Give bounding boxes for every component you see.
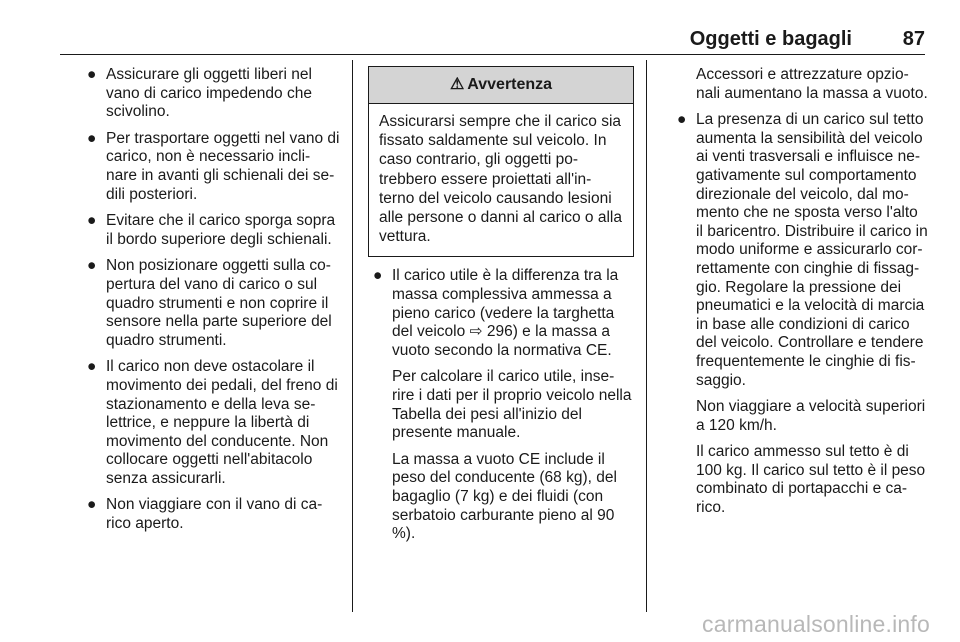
header-rule xyxy=(60,54,925,55)
list-item-text: La presenza di un carico sul tetto aumenta la sensibilità del veicolo ai venti trasversali e influisce ne-gativamente sul comportamento direzionale del veicolo, dal mo-mento che ne sposta verso l'alto il baricentro. Distribuire il carico in modo uniforme e assicurarlo cor-rettamente con cinghie di fissag-gio. Regolare la pressione dei pneumatici e la velocità di marcia in base alle condizioni di carico del veicolo. Controllare e tendere frequentemente le cinghie di fis-saggio. xyxy=(696,111,928,389)
column-1 xyxy=(82,66,340,542)
paragraph: Per calcolare il carico utile, inse-rire i dati per il proprio veicolo nella Tabella dei pesi all'inizio del presente manuale. xyxy=(392,368,632,442)
bullet-icon: ● xyxy=(87,496,97,514)
paragraph: La massa a vuoto CE include il peso del conducente (68 kg), del bagaglio (7 kg) e dei fluidi (con serbatoio carburante pieno al 90 %). xyxy=(392,450,617,543)
page-header xyxy=(0,0,960,56)
list-item xyxy=(82,130,340,204)
list-item-text: Il carico non deve ostacolare il movimento dei pedali, del freno di stazionamento e della leva se-lettrice, e neppure la libertà di movimento del conducente. Non collocare oggetti nell'abitacolo senza assicurarli. xyxy=(106,358,338,487)
list-item xyxy=(368,267,634,360)
section-title: Oggetti e bagagli xyxy=(689,28,852,50)
list-item-text: Il carico utile è la differenza tra la massa complessiva ammessa a pieno carico (vedere la targhetta del veicolo ⇨ 296) e la massa a vuoto secondo la normativa CE. xyxy=(392,267,619,359)
bullet-icon: ● xyxy=(87,129,97,147)
paragraph: Il carico ammesso sul tetto è di 100 kg. Il carico sul tetto è il peso combinato di portapacchi e ca-rico. xyxy=(696,443,926,517)
list-item xyxy=(82,66,340,122)
column-2 xyxy=(368,66,634,552)
warning-triangle-icon: ⚠ xyxy=(449,75,465,93)
bullet-icon: ● xyxy=(373,267,383,285)
page-number: 87 xyxy=(902,28,925,50)
list-item xyxy=(82,257,340,350)
warning-body: Assicurarsi sempre che il carico sia fissato saldamente sul veicolo. In caso contrario, gli oggetti po-trebbero essere proiettati all'in-terno del veicolo causando lesioni alle persone o danni al carico o alla vettura. xyxy=(379,113,622,246)
list-item-text: Per trasportare oggetti nel vano di carico, non è necessario incli-nare in avanti gli schienali dei se-dili posteriori. xyxy=(106,129,340,203)
bullet-icon: ● xyxy=(677,111,687,129)
warning-title: Avvertenza xyxy=(467,75,553,93)
list-item-text: Non posizionare oggetti sulla co-pertura del vano di carico o sul quadro strumenti e non coprire il sensore nella parte superiore del quadro strumenti. xyxy=(106,257,332,349)
list-item xyxy=(82,496,340,533)
column-divider-1 xyxy=(352,60,353,612)
list-item-text: Assicurare gli oggetti liberi nel vano di carico impedendo che scivolino. xyxy=(106,66,312,121)
list-item-text: Evitare che il carico sporga sopra il bordo superiore degli schienali. xyxy=(106,212,336,248)
column-3 xyxy=(672,66,928,526)
list-item xyxy=(82,212,340,249)
paragraph: Non viaggiare a velocità superiori a 120 km/h. xyxy=(696,398,926,434)
warning-box xyxy=(368,66,634,257)
column-divider-2 xyxy=(646,60,647,612)
list-item xyxy=(672,111,928,390)
warning-header xyxy=(369,67,633,104)
paragraph: Accessori e attrezzature opzio-nali aumentano la massa a vuoto. xyxy=(696,66,928,102)
list-item-text: Non viaggiare con il vano di ca-rico aperto. xyxy=(106,496,323,533)
bullet-icon: ● xyxy=(87,66,97,83)
bullet-icon: ● xyxy=(87,257,97,275)
bullet-icon: ● xyxy=(87,212,97,230)
list-item xyxy=(82,358,340,488)
watermark: carmanualsonline.info xyxy=(702,611,930,637)
bullet-icon: ● xyxy=(87,358,97,376)
